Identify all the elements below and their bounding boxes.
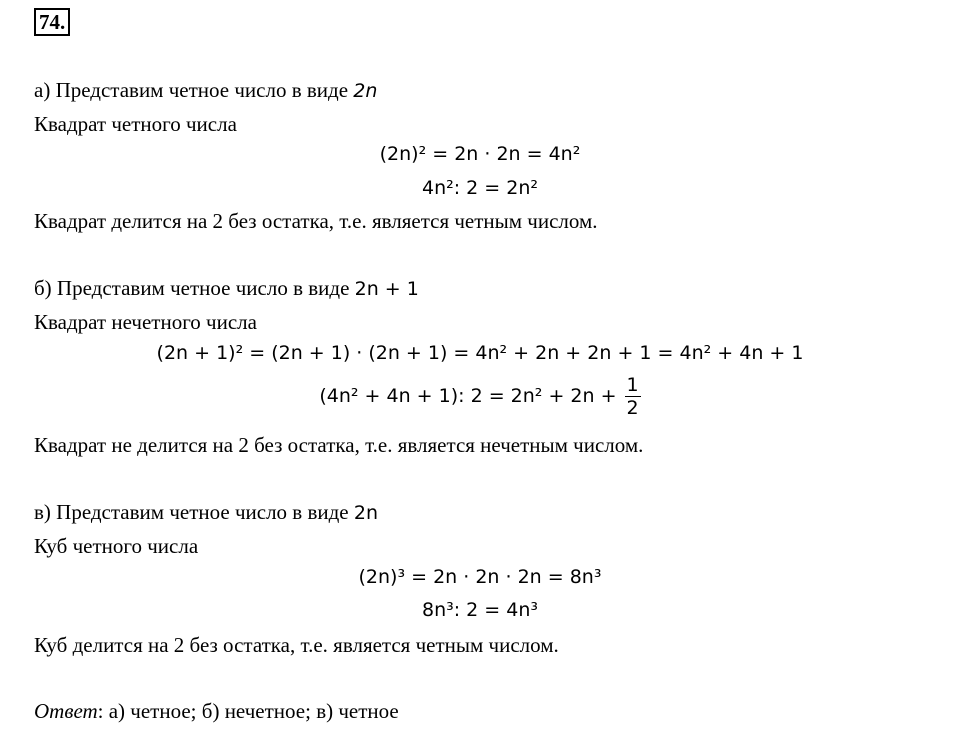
part-c-conclusion: Куб делится на 2 без остатка, т.е. является четным числом.	[34, 633, 559, 657]
part-a-equation-1: (2n)² = 2n · 2n = 4n²	[379, 143, 581, 165]
part-c-label: Куб четного числа	[34, 534, 199, 558]
part-b-fraction	[625, 374, 641, 419]
part-b-intro	[34, 275, 419, 302]
part-b-equation-1: (2n + 1)² = (2n + 1) · (2n + 1) = 4n² + 2n + 2n + 1 = 4n² + 4n + 1	[156, 342, 804, 364]
fraction-numerator: 1	[626, 374, 639, 396]
answer-label: Ответ	[34, 699, 98, 723]
fraction-denominator: 2	[626, 397, 639, 419]
part-a-conclusion: Квадрат делится на 2 без остатка, т.е. является четным числом.	[34, 209, 598, 233]
part-b-conclusion: Квадрат не делится на 2 без остатка, т.е. является нечетным числом.	[34, 433, 644, 457]
part-c-intro-text: в) Представим четное число в виде	[34, 500, 354, 524]
answer-text: : а) четное; б) нечетное; в) четное	[97, 699, 399, 723]
part-c-equation-1: (2n)³ = 2n · 2n · 2n = 8n³	[358, 566, 602, 588]
part-a-label: Квадрат четного числа	[34, 112, 237, 136]
part-b-label: Квадрат нечетного числа	[34, 310, 257, 334]
part-b-intro-expr: 2n + 1	[354, 278, 419, 300]
part-c-equation-2: 8n³: 2 = 4n³	[421, 599, 539, 621]
part-b-equation-2	[0, 372, 960, 420]
part-c-intro	[34, 499, 378, 526]
part-a-intro	[34, 77, 377, 104]
part-b-intro-text: б) Представим четное число в виде	[34, 276, 355, 300]
part-b-equation-2-left: (4n² + 4n + 1): 2 = 2n² + 2n +	[319, 385, 617, 407]
part-c-intro-expr: 2n	[353, 502, 379, 524]
problem-number: 74.	[34, 8, 70, 36]
part-a-intro-expr: 2n	[353, 80, 378, 102]
answer-line	[34, 698, 399, 724]
part-a-equation-2: 4n²: 2 = 2n²	[421, 177, 539, 199]
part-a-intro-text: а) Представим четное число в виде	[34, 78, 354, 102]
